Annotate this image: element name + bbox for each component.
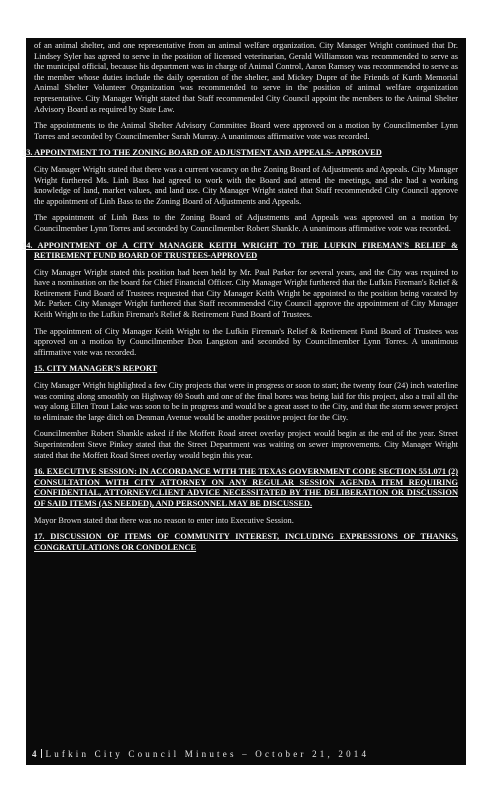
minutes-body (22, 41, 459, 559)
section-number: 15. (34, 364, 45, 374)
document-page (22, 38, 466, 765)
paragraph: City Manager Wright highlighted a few City projects that were in progress or soon to start; the twenty four (24) inch waterline was coming along smoothly on Highway 69 South and one of the final bores was being laid for this project, also a trail all the way along Ellen Trout Lake was soon to be in progress and would be a great asset to the City, and that the storm sewer project to eliminate the large ditch on Denman Avenue would be another positive project for the City. (34, 381, 458, 422)
paragraph: City Manager Wright stated that there was a current vacancy on the Zoning Board of Adjustments and Appeals. City Manager Wright furthered Ms. Linh Bass had agreed to work with the Board and attend the meetings, and she had a working knowledge of land, market values, and land use. City Manager Wright stated that Staff recommended City Council approve the appointment of Linh Bass to the Zoning Board of Adjustments and Appeals. (34, 164, 458, 206)
agenda-item-14 (22, 240, 458, 359)
section-title: EXECUTIVE SESSION: IN ACCORDANCE WITH THE TEXAS GOVERNMENT CODE SECTION 551.071 (2) CONSULTATION WITH CITY ATTORNEY ON ANY REGULAR SESSION AGENDA ITEM REQUIRING CONFIDENTIAL, ATTORNEY/CLIENT ADVICE NECESSITATED BY THE DELIBERATION OR DISCUSSION OF SAID ITEMS (AS NEEDED), AND PERSONNEL MAY BE DISCUSSED. (34, 467, 458, 508)
continuation-vote-paragraph: The appointments to the Animal Shelter Advisory Committee Board were approved on a motion by Councilmember Lynn Torres and seconded by Councilmember Sarah Murray. A unanimous affirmative vote was recorded. (34, 121, 458, 141)
continuation-paragraph: of an animal shelter, and one representative from an animal welfare organization. City Manager Wright continued that Dr. Lindsey Syler has agreed to serve in the position of licensed veterinarian, Gerald Williamson was recommended to serve as the municipal official, because his department was in charge of Animal Control, Aaron Ramsey was recommended to serve as the member whose duties include the daily operation of the shelter, and Mickey Dupre of the Friends of Kurth Memorial Animal Shelter Volunteer Organization was recommended to serve in the position of animal welfare organization representative. City Manager Wright stated that Staff recommended City Council appoint the members to the Animal Shelter Advisory Board as required by State Law. (34, 41, 458, 114)
paragraph: Councilmember Robert Shankle asked if the Moffett Road street overlay project would begin at the end of the year. Street Superintendent Steve Pinkey stated that the Street Department was waiting on sewer improvements. City Manager Wright stated that the Moffett Road Street overlay would begin this year. (34, 429, 458, 460)
section-title: DISCUSSION OF ITEMS OF COMMUNITY INTEREST, INCLUDING EXPRESSIONS OF THANKS, CONGRATULATIONS OR CONDOLENCE (34, 532, 459, 552)
section-number: 17. (34, 532, 45, 542)
footer-text: Lufkin City Council Minutes – October 21, 2014 (45, 749, 370, 759)
page-number: 4 (32, 749, 37, 759)
section-heading (34, 364, 458, 375)
agenda-item-13 (22, 148, 458, 234)
section-number: 16. (34, 467, 45, 477)
section-title: CITY MANAGER'S REPORT (46, 364, 158, 374)
paragraph: The appointment of Linh Bass to the Zoning Board of Adjustments and Appeals was approved on a motion by Councilmember Lynn Torres and seconded by Councilmember Robert Shankle. A unanimous affirmative vote was recorded. (34, 213, 458, 233)
paragraph: Mayor Brown stated that there was no reason to enter into Executive Session. (34, 515, 294, 525)
section-heading (34, 532, 458, 553)
section-heading (22, 240, 458, 262)
paragraph: The appointment of City Manager Keith Wright to the Lufkin Fireman's Relief & Retirement Fund Board of Trustees was approved on a motion by Councilmember Don Langston and seconded by Councilmember Lynn Torres. A unanimous affirmative vote was recorded. (34, 326, 458, 357)
section-number: 14. (22, 240, 33, 250)
section-heading (22, 148, 458, 159)
paragraph: City Manager Wright stated this position had been held by Mr. Paul Parker for several years, and the City was required to have a nomination on the board for Chief Financial Officer. City Manager Wright furthered that the Lufkin Fireman's Relief & Retirement Fund Board of Trustees requested that City Manager Keith Wright be appointed to the position being vacated by Mr. Parker. City Manager Wright furthered that Staff recommended City Council approve the appointment of City Manager Keith Wright to the Lufkin Fireman's Relief & Retirement Fund Board of Trustees. (34, 267, 458, 320)
agenda-item-17 (34, 532, 458, 553)
agenda-item-15 (34, 364, 458, 461)
section-title: APPOINTMENT OF A CITY MANAGER KEITH WRIGHT TO THE LUFKIN FIREMAN'S RELIEF & RETIREMENT FUND BOARD OF TRUSTEES-APPROVED (34, 240, 458, 261)
section-number: 13. (22, 148, 33, 158)
page-footer (32, 749, 460, 759)
section-heading (34, 467, 458, 509)
section-title: APPOINTMENT TO THE ZONING BOARD OF ADJUSTMENT AND APPEALS- APPROVED (34, 148, 382, 158)
footer-divider (41, 749, 42, 758)
agenda-item-16 (34, 467, 458, 526)
